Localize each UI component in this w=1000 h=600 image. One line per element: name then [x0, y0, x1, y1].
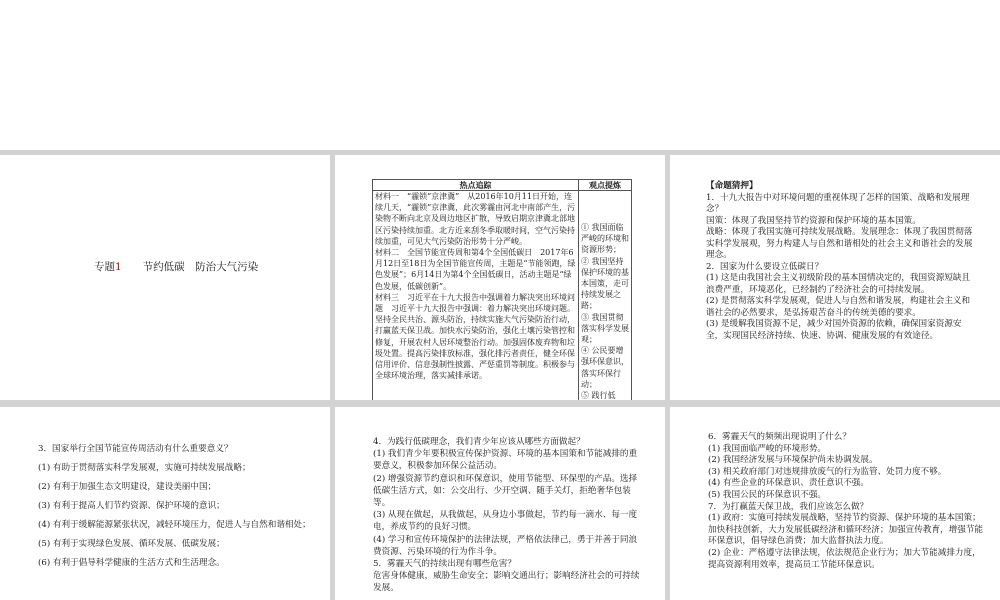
- slide-text: [373, 436, 643, 595]
- text-line: 2．国家为什么要设立低碳日？: [706, 261, 824, 272]
- hotspot-table: [372, 179, 632, 400]
- text-line: (4) 学习和宣传环境保护的法律法规，严格依法律己，勇于并善于同浪费资源、污染环境的行为作斗争。: [373, 534, 638, 557]
- text-line: (3) 相关政府部门对违规排放废气的行为监管、处罚力度不够。: [708, 466, 947, 477]
- text-line: 4．为践行低碳理念，我们青少年应该从哪些方面做起？: [373, 437, 585, 447]
- text-line: (5) 我国公民的环保意识不强。: [708, 489, 827, 500]
- topic-number: 1: [115, 261, 122, 273]
- text-line: (2) 有利于加强生态文明建设，建设美丽中国；: [38, 482, 217, 492]
- slide-thumbnail-4[interactable]: [0, 407, 330, 600]
- viewpoint-item: ③ 我国贯彻落实科学发展观；: [581, 312, 629, 345]
- text-line: 国策：体现了我国坚持节约资源和保护环境的基本国策。: [706, 215, 921, 226]
- slide-text: [708, 432, 986, 571]
- table-body: [373, 191, 631, 400]
- text-line: (4) 有利于缓解能源紧张状况，减轻环境压力，促进人与自然和谐相处；: [38, 520, 311, 530]
- text-line: 1．十九大报告中对环境问题的重视体现了怎样的国策、战略和发展理念？: [706, 192, 970, 214]
- material-paragraph: 材料二 全国节能宣传周和第4个全国低碳日 2017年6月12日至18日为全国节能宣传周，主题是“节能领跑，绿色发展”；6月14日为第4个全国低碳日，活动主题是“绿色发展，低碳创新”。: [375, 248, 576, 291]
- material-column: [373, 191, 579, 400]
- text-line: 6．雾霾天气的频频出现说明了什么？: [708, 432, 851, 442]
- text-line: (3) 有利于提高人们节约资源、保护环境的意识；: [38, 501, 225, 511]
- viewpoint-item: ⑤ 践行低: [581, 391, 616, 400]
- viewpoint-column: [579, 191, 631, 400]
- text-line: 危害身体健康，威胁生命安全；影响交通出行；影响经济社会的可持续发展。: [373, 571, 640, 594]
- text-line: 战略：体现了我国实施可持续发展战略。发展理念：体现了我国贯彻落实科学发展观，努力构建人与自然和谐相处的社会主义和谐社会的发展理念。: [706, 227, 973, 260]
- viewpoint-item: ② 我国坚持保护环境的基本国策，走可持续发展之路；: [581, 256, 629, 311]
- viewpoint-item: ④ 公民要增强环保意识，落实环保行动；: [581, 346, 629, 389]
- section-heading: 【命题猜押】: [706, 181, 758, 191]
- slide-title: [94, 259, 258, 274]
- slide-thumbnail-2[interactable]: [335, 155, 665, 400]
- text-line: (1) 政府：实施可持续发展战略，坚持节约资源、保护环境的基本国策；加快科技创新，大力发展低碳经济和循环经济；加强宣传教育，增强节能环保意识，倡导绿色消费；加大监督执法力度。: [708, 513, 984, 547]
- text-line: (6) 有利于倡导科学健康的生活方式和生活理念。: [38, 558, 225, 568]
- text-line: (3) 从现在做起，从我做起，从身边小事做起，节约每一滴水、每一度电，养成节约的良好习惯。: [373, 510, 638, 533]
- text-line: (2) 企业：严格遵守法律法规，依法规范企业行为；加大节能减排力度，提高资源利用效率，提高员工节能环保意识。: [708, 547, 981, 570]
- text-line: (2) 我国经济发展与环境保护尚未协调发展。: [708, 455, 878, 466]
- topic-title: 节约低碳 防治大气污染: [142, 261, 259, 273]
- blank-top-area: [0, 0, 1000, 150]
- topic-prefix: 专题: [94, 261, 115, 273]
- text-line: (1) 我国面临严峻的环境形势。: [708, 443, 827, 454]
- slide-thumbnail-3[interactable]: [670, 155, 1000, 400]
- header-hotspot-tracking: 热点追踪: [373, 180, 579, 190]
- slide-thumbnail-5[interactable]: [335, 407, 665, 600]
- header-viewpoint-summary: 观点提炼: [589, 180, 621, 190]
- slide-text: [706, 181, 978, 342]
- text-line: 7．为打赢蓝天保卫战，我们应该怎么做？: [708, 501, 869, 512]
- text-line: 5．雾霾天气的持续出现有哪些危害？: [373, 559, 516, 570]
- text-line: (2) 增强资源节约意识和环保意识，使用节能型、环保型的产品。选择低碳生活方式，如：公交出行、少开空调、随手关灯，拒绝奢华包装等。: [373, 473, 638, 509]
- slide-thumbnail-6[interactable]: [670, 407, 1000, 600]
- text-line: (1) 这是由我国社会主义初级阶段的基本国情决定的，我国资源短缺且浪费严重，环境恶化，已经制约了经济社会的可持续发展。: [706, 273, 971, 295]
- text-line: 3．国家举行全国节能宣传周活动有什么重要意义？: [38, 444, 233, 454]
- material-paragraph: 材料三 习近平在十九大报告中强调着力解决突出环境问题 习近平十九大报告中强调：着力解决突出环境问题。坚持全民共治、源头防治，持续实施大气污染防治行动，打赢蓝天保卫战。加快水污染防治，强化土壤污染管控和修复，开展农村人居环境整治行动。加强固体废弃物和垃圾处置。提高污染排放标准，强化排污者责任，健全环保信用评价、信息强制性披露、严惩重罚等制度。积极参与全球环境治理，落实减排承诺。: [375, 292, 575, 381]
- viewpoint-item: ① 我国面临严峻的环境和资源形势；: [581, 223, 629, 255]
- text-line: (1) 有助于贯彻落实科学发展观，实施可持续发展战略；: [38, 463, 251, 473]
- text-line: (4) 有些企业的环保意识、责任意识不强。: [708, 478, 869, 489]
- slide-thumbnail-1[interactable]: [0, 155, 330, 400]
- slide-text: [38, 440, 318, 573]
- text-line: (3) 是缓解我国资源不足，减少对国外资源的依赖，确保国家资源安全，实现国民经济持续、快速、协调、健康发展的有效途径。: [706, 319, 962, 341]
- material-paragraph: 材料一 “霾锁”京津冀” 从2016年10月11日开始，连续几天，“霾锁”京津冀，此次雾霾由河北中南部产生，污染物不断向北京及周边地区扩散，导致启期京津冀北部地区污染持续加重。北方近来刮冬季取暖时间，空气污染持续加重，可见大气污染防治形势十分严峻。: [375, 192, 576, 246]
- text-line: (2) 是贯彻落实科学发展观，促进人与自然和谐发展，构建社会主义和谐社会的必然要求，是弘扬艰苦奋斗的传统美德的要求。: [706, 296, 971, 318]
- text-line: (1) 我们青少年要积极宣传保护资源、环境的基本国策和节能减排的重要意义，积极参加环保公益活动。: [373, 449, 638, 472]
- text-line: (5) 有利于实现绿色发展、循环发展、低碳发展；: [38, 539, 225, 549]
- table-header: [373, 180, 631, 191]
